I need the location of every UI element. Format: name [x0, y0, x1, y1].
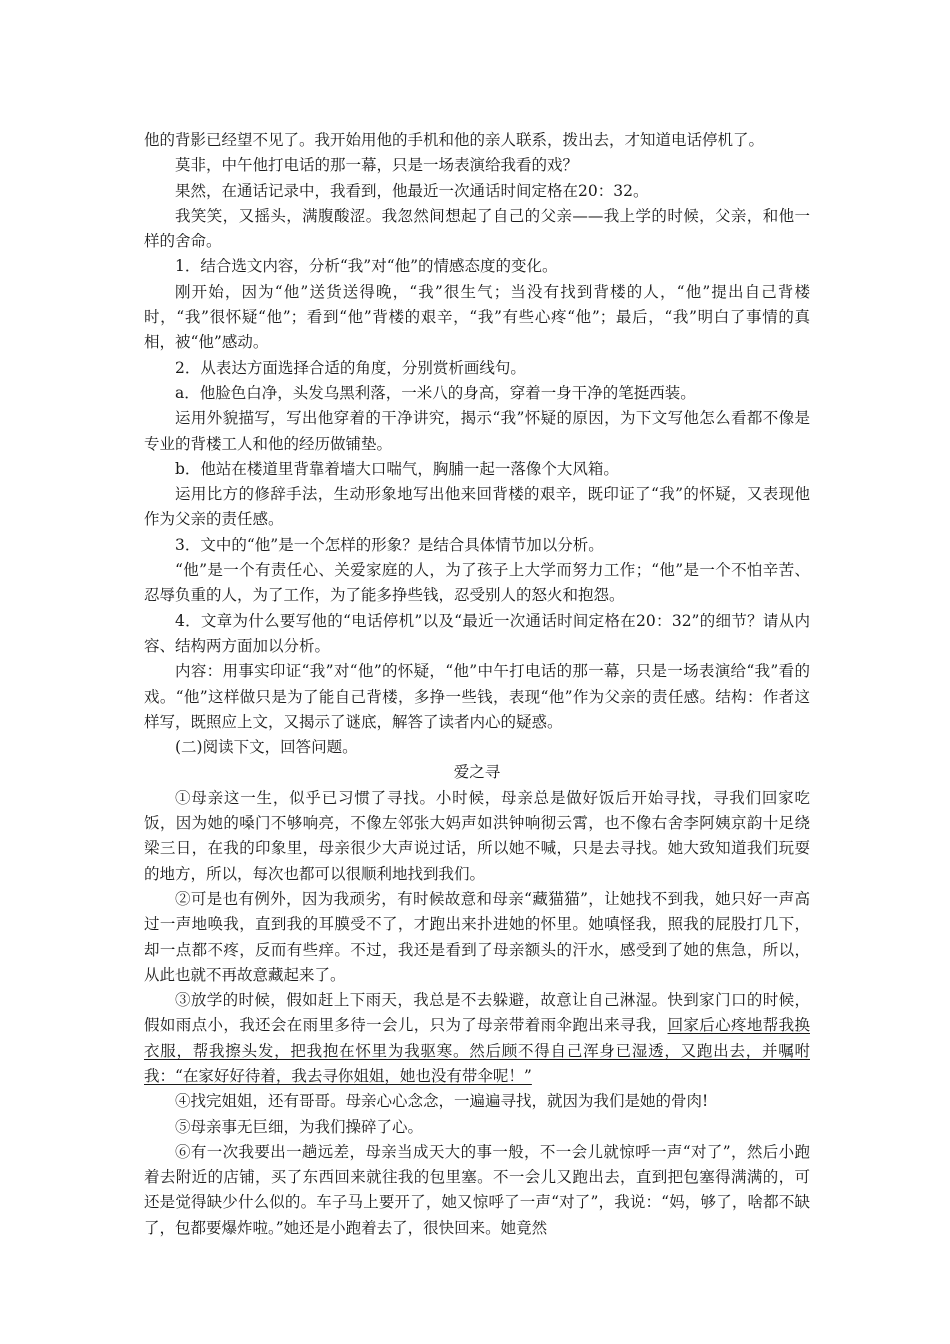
article-paragraph-6: ⑥有一次我要出一趟远差，母亲当成天大的事一般，不一会儿就惊呼一声“对了”，然后小跑着去附近的店铺，买了东西回来就往我的包里塞。不一会儿又跑出去，直到把包塞得满满的，可还是觉得缺少什么似的。车子马上要开了，她又惊呼了一声“对了”，我说：“妈，够了，啥都不缺了，包都要爆炸啦。”她还是小跑着去了，很快回来。她竟然	[144, 1142, 810, 1237]
question-2b: b．他站在楼道里背靠着墙大口喘气，胸脯一起一落像个大风箱。	[175, 459, 619, 478]
underlined-sentence: 回家后心疼地帮我换衣服，帮我擦头发，把我抱在怀里为我驱寒。然后顾不得自己浑身已湿透，又跑出去，并嘱咐我：“在家好好待着，我去寻你姐姐，她也没有带伞呢！”	[144, 1016, 810, 1085]
answer-3: “他”是一个有责任心、关爱家庭的人，为了孩子上大学而努力工作；“他”是一个不怕辛苦、忍辱负重的人，为了工作，为了能多挣些钱，忍受别人的怒火和抱怨。	[144, 561, 810, 605]
passage-paragraph-4: 我笑笑，又摇头，满腹酸涩。我忽然间想起了自己的父亲——我上学的时候，父亲，和他一样的舍命。	[144, 206, 810, 251]
passage-paragraph-3: 果然，在通话记录中，我看到，他最近一次通话时间定格在20：32。	[175, 181, 649, 200]
question-2a: a．他脸色白净，头发乌黑利落，一米八的身高，穿着一身干净的笔挺西装。	[175, 383, 696, 402]
passage-paragraph-2: 莫非，中午他打电话的那一幕，只是一场表演给我看的戏？	[175, 156, 579, 175]
document-page	[144, 128, 810, 1241]
article-paragraph-3	[144, 988, 810, 1089]
answer-4: 内容：用事实印证“我”对“他”的怀疑，“他”中午打电话的那一幕，只是一场表演给“我”看的戏。“他”这样做只是为了能自己背楼，多挣一些钱，表现“他”作为父亲的责任感。结构：作者这样写，既照应上文，又揭示了谜底，解答了读者内心的疑惑。	[144, 662, 810, 731]
article-paragraph-2: ②可是也有例外，因为我顽劣，有时候故意和母亲“藏猫猫”，让她找不到我，她只好一声高过一声地唤我，直到我的耳膜受不了，才跑出来扑进她的怀里。她嗔怪我，照我的屁股打几下，却一点都不疼，反而有些痒。不过，我还是看到了母亲额头的汗水，感受到了她的焦急，所以，从此也就不再故意藏起来了。	[144, 889, 810, 984]
article-paragraph-3-text: ③放学的时候，假如赶上下雨天，我总是不去躲避，故意让自己淋湿。快到家门口的时候，假如雨点小，我还会在雨里多待一会儿，只为了母亲带着雨伞跑出来寻我，	[144, 991, 810, 1035]
article-paragraph-4: ④找完姐姐，还有哥哥。母亲心心念念，一遍遍寻找，就因为我们是她的骨肉!	[175, 1092, 709, 1111]
article-paragraph-5: ⑤母亲事无巨细，为我们操碎了心。	[175, 1117, 424, 1136]
article-paragraph-1: ①母亲这一生，似乎已习惯了寻找。小时候，母亲总是做好饭后开始寻找，寻我们回家吃饭，因为她的嗓门不够响亮，不像左邻张大妈声如洪钟响彻云霄，也不像右舍李阿姨京韵十足绕梁三日，在我的印象里，母亲很少大声说过话，所以她不喊，只是去寻找。她大致知道我们玩耍的地方，所以，每次也都可以很顺利地找到我们。	[144, 788, 810, 883]
answer-1: 刚开始，因为“他”送货送得晚，“我”很生气；当没有找到背楼的人，“他”提出自己背楼时，“我”很怀疑“他”；看到“他”背楼的艰辛，“我”有些心疼“他”；最后，“我”明白了事情的真相，被“他”感动。	[144, 282, 810, 352]
question-2: 2．从表达方面选择合适的角度，分别赏析画线句。	[175, 358, 526, 377]
question-1: 1．结合选文内容，分析“我”对“他”的情感态度的变化。	[175, 257, 558, 276]
section-2-heading: (二)阅读下文，回答问题。	[175, 738, 358, 757]
answer-2a: 运用外貌描写，写出他穿着的干净讲究，揭示“我”怀疑的原因，为下文写他怎么看都不像是专业的背楼工人和他的经历做铺垫。	[144, 409, 810, 453]
article-title: 爱之寻	[453, 763, 501, 782]
question-4: 4．文章为什么要写他的“电话停机”以及“最近一次通话时间定格在20：32”的细节？请从内容、结构两方面加以分析。	[144, 611, 810, 655]
passage-paragraph-1: 他的背影已经望不见了。我开始用他的手机和他的亲人联系，拨出去，才知道电话停机了。	[144, 131, 765, 149]
answer-2b: 运用比方的修辞手法，生动形象地写出他来回背楼的艰辛，既印证了“我”的怀疑，又表现他作为父亲的责任感。	[144, 485, 810, 529]
question-3: 3．文中的“他”是一个怎样的形象？是结合具体情节加以分析。	[175, 535, 604, 554]
